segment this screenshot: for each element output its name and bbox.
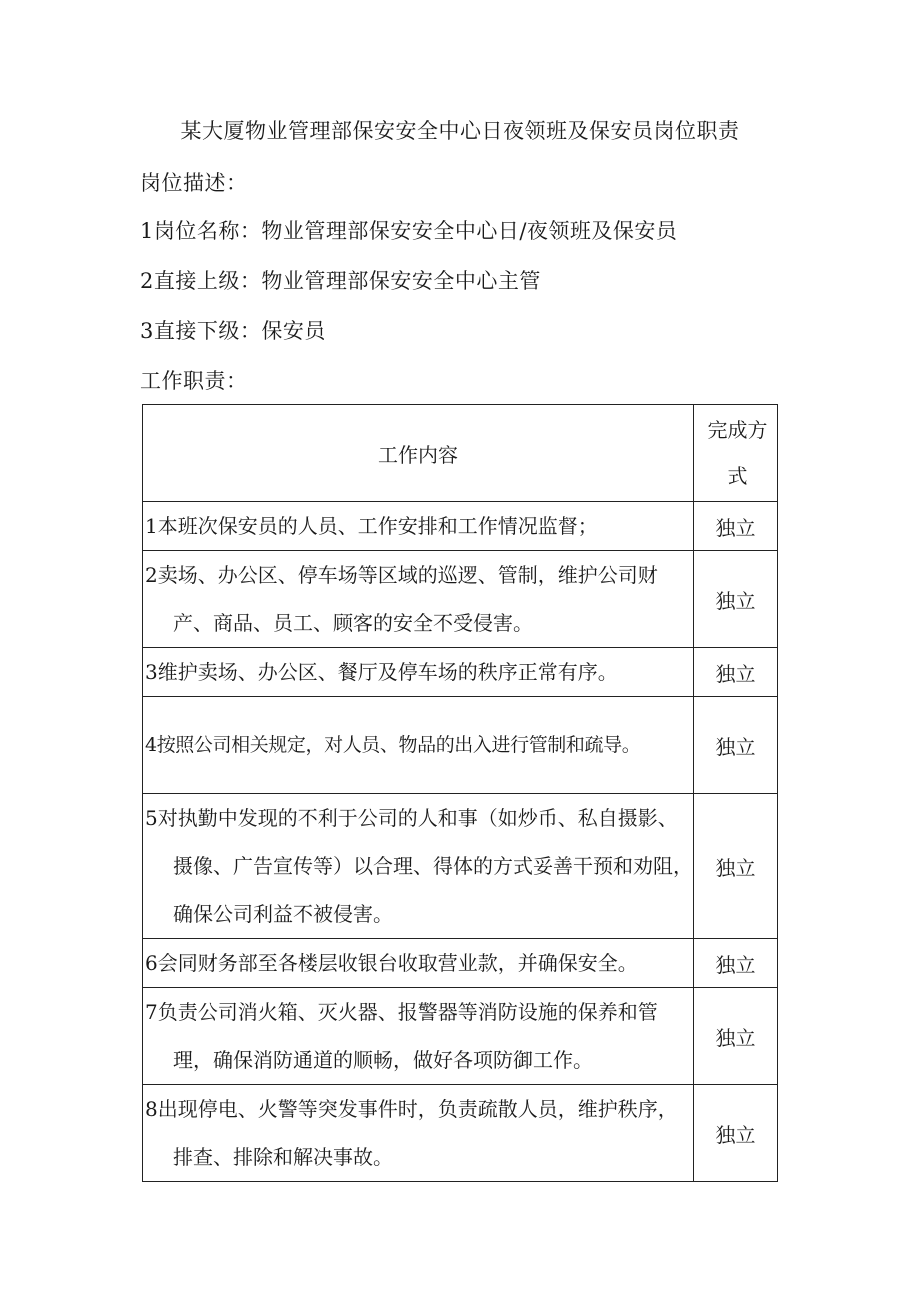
duty-text: 2卖场、办公区、停车场等区域的巡逻、管制，维护公司财产、商品、员工、顾客的安全不受侵害。: [145, 563, 658, 635]
direct-superior-line: 2直接上级：物业管理部保安安全中心主管: [140, 269, 541, 293]
duties-table: [142, 404, 778, 1182]
header-completion-mode: [694, 405, 778, 502]
job-name-line: 1岗位名称：物业管理部保安安全中心日/夜领班及保安员: [140, 219, 678, 243]
header-mode-line2: 式: [727, 464, 748, 488]
duty-text: 4按照公司相关规定，对人员、物品的出入进行管制和疏导。: [145, 734, 641, 756]
duty-text: 7负责公司消火箱、灭火器、报警器等消防设施的保养和管理，确保消防通道的顺畅，做好各项防御工作。: [145, 1000, 658, 1072]
duty-mode: 独立: [694, 502, 778, 551]
duty-text: 8出现停电、火警等突发事件时，负责疏散人员，维护秩序，排查、排除和解决事故。: [145, 1097, 678, 1169]
duty-content: [143, 697, 694, 794]
table-row: [143, 988, 778, 1085]
duty-mode: 独立: [694, 939, 778, 988]
duty-content: [143, 551, 694, 648]
section-heading-duties: 工作职责：: [140, 369, 248, 393]
duty-content: [143, 794, 694, 939]
duty-mode: 独立: [694, 697, 778, 794]
duty-mode: 独立: [694, 648, 778, 697]
duty-content: [143, 1085, 694, 1182]
table-row: [143, 648, 778, 697]
duty-content: [143, 648, 694, 697]
header-work-content: 工作内容: [143, 405, 694, 502]
duty-mode: 独立: [694, 1085, 778, 1182]
duty-text: 6会同财务部至各楼层收银台收取营业款，并确保安全。: [145, 951, 638, 975]
duty-mode: 独立: [694, 794, 778, 939]
document-title: 某大厦物业管理部保安安全中心日夜领班及保安员岗位职责: [180, 119, 740, 143]
table-row: [143, 697, 778, 794]
duty-content: [143, 502, 694, 551]
duty-content: [143, 939, 694, 988]
duty-text: 5对执勤中发现的不利于公司的人和事（如炒币、私自摄影、摄像、广告宣传等）以合理、得体的方式妥善干预和劝阻，确保公司利益不被侵害。: [145, 806, 693, 926]
duty-mode: 独立: [694, 988, 778, 1085]
table-row: [143, 551, 778, 648]
duty-mode: 独立: [694, 551, 778, 648]
table-row: [143, 794, 778, 939]
duty-text: 1本班次保安员的人员、工作安排和工作情况监督；: [145, 514, 598, 538]
table-row: [143, 1085, 778, 1182]
table-row: [143, 502, 778, 551]
duty-text: 3维护卖场、办公区、餐厅及停车场的秩序正常有序。: [145, 660, 618, 684]
direct-subordinate-line: 3直接下级：保安员: [140, 319, 326, 343]
section-heading-description: 岗位描述：: [140, 171, 248, 195]
duty-content: [143, 988, 694, 1085]
table-row: [143, 939, 778, 988]
header-mode-line1: 完成方: [707, 418, 768, 442]
table-header-row: [143, 405, 778, 502]
